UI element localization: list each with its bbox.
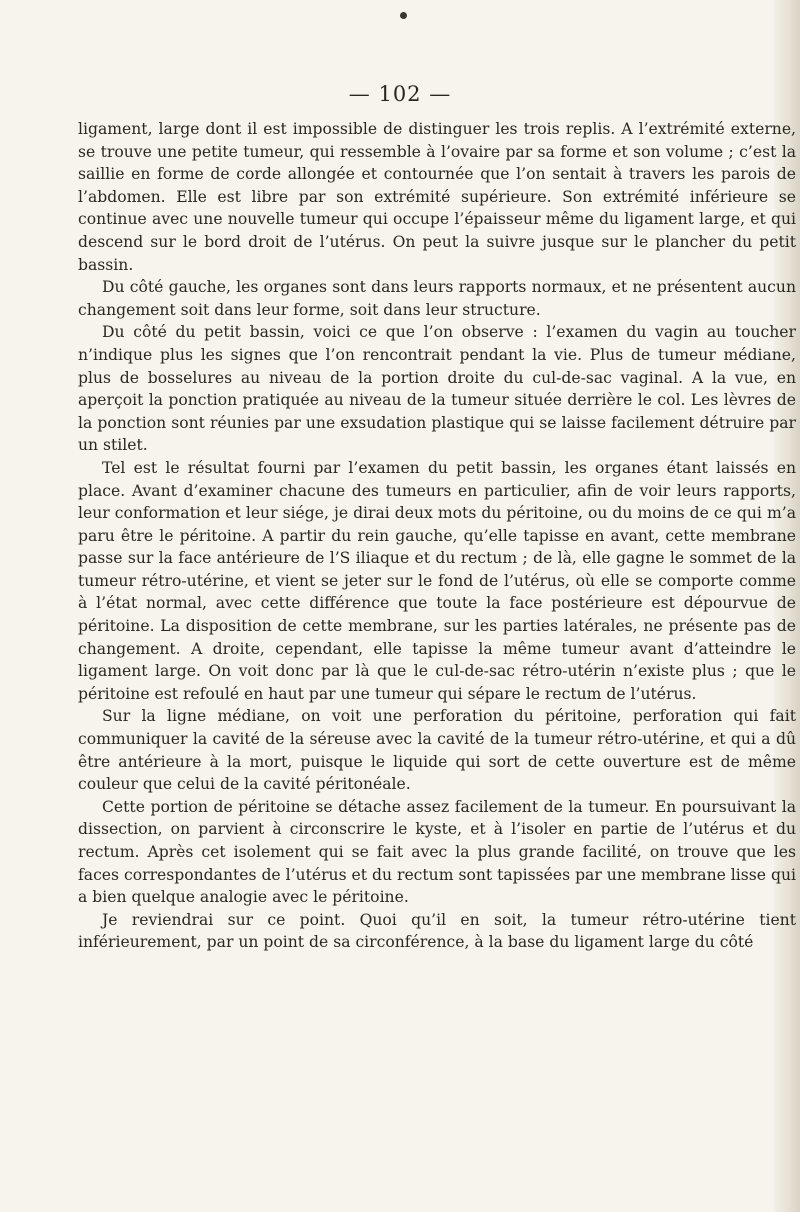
paragraph: Tel est le résultat fourni par l’examen du petit bassin, les organes étant laissés en place. Avant d’examiner chacune des tumeurs en particulier, afin de voir leurs rapports, leur conformation et leur siége, je dirai deux mots du péritoine, ou du moins de ce qui m’a paru être le péritoine. A partir du rein gauche, qu’elle tapisse en avant, cette membrane passe sur la face antérieure de l’S iliaque et du rectum ; de là, elle gagne le sommet de la tumeur rétro-utérine, et vient se jeter sur le fond de l’utérus, où elle se comporte comme à l’état normal, avec cette différence que toute la face postérieure est dépourvue de péritoine. La disposition de cette membrane, sur les parties latérales, ne présente pas de changement. A droite, cependant, elle tapisse la même tumeur avant d’atteindre le ligament large. On voit donc par là que le cul-de-sac rétro-utérin n’existe plus ; que le péritoine est refoulé en haut par une tumeur qui sépare le rectum de l’utérus. (78, 458, 796, 703)
page-number-header: — 102 — (348, 82, 452, 106)
paragraph: Cette portion de péritoine se détache assez facilement de la tumeur. En poursuivant la dissection, on parvient à circonscrire le kyste, et à l’isoler en partie de l’utérus et du rectum. Après cet isolement qui se fait avec la plus grande facilité, on trouve que les faces correspondantes de l’utérus et du rectum sont tapissées par une membrane lisse qui a bien quelque analogie avec le péritoine. (78, 797, 796, 907)
paragraph: ligament, large dont il est impossible de distinguer les trois replis. A l’extrémité externe, se trouve une petite tumeur, qui ressemble à l’ovaire par sa forme et son volume ; c’est la saillie en forme de corde allongée et contournée que l’on sentait à travers les parois de l’abdomen. Elle est libre par son extrémité supérieure. Son extrémité inférieure se continue avec une nouvelle tumeur qui occupe l’épaisseur même du ligament large, et qui descend sur le bord droit de l’utérus. On peut la suivre jusque sur le plancher du petit bassin. (78, 120, 796, 274)
paragraph: Sur la ligne médiane, on voit une perforation du péritoine, perforation qui fait communiquer la cavité de la séreuse avec la cavité de la tumeur rétro-utérine, et qui a dû être antérieure à la mort, puisque le liquide qui sort de cette ouverture est de même couleur que celui de la cavité péritonéale. (78, 707, 796, 794)
bullet-mark (400, 12, 407, 19)
body-text (78, 118, 796, 954)
paragraph: Du côté gauche, les organes sont dans leurs rapports normaux, et ne présentent aucun changement soit dans leur forme, soit dans leur structure. (78, 278, 796, 319)
paragraph: Du côté du petit bassin, voici ce que l’on observe : l’examen du vagin au toucher n’indique plus les signes que l’on rencontrait pendant la vie. Plus de tumeur médiane, plus de bosselures au niveau de la portion droite du cul-de-sac vaginal. A la vue, en aperçoit la ponction pratiquée au niveau de la tumeur située derrière le col. Les lèvres de la ponction sont réunies par une exsudation plastique qui se laisse facilement détruire par un stilet. (78, 323, 796, 455)
paragraph: Je reviendrai sur ce point. Quoi qu’il en soit, la tumeur rétro-utérine tient inférieurement, par un point de sa circonférence, à la base du ligament large du côté (78, 910, 796, 952)
